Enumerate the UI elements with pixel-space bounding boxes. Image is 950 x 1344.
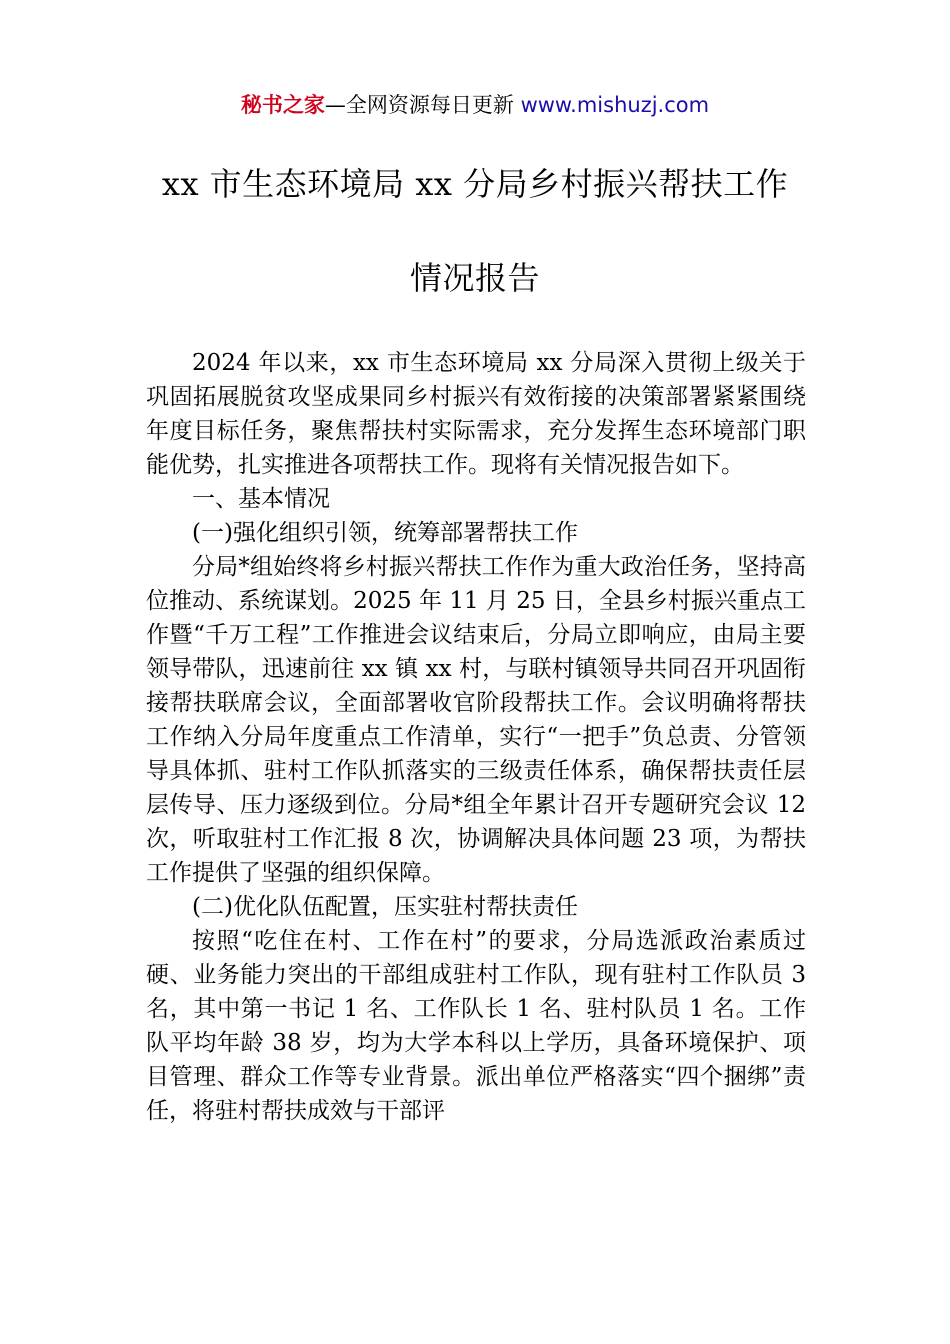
subsection-paragraph-2: 按照“吃住在村、工作在村”的要求，分局选派政治素质过硬、业务能力突出的干部组成驻村工作队，现有驻村工作队员 3 名，其中第一书记 1 名、工作队长 1 名、驻村队员 1 名。工作队平均年龄 38 岁，均为大学本科以上学历，具备环境保护、项目管理、群众工作等专业背景。派出单位严格落实“四个捆绑”责任，将驻村帮扶成效与干部评 xyxy=(146,928,806,1124)
site-tagline: —全网资源每日更新 xyxy=(324,93,521,117)
site-url-link[interactable]: www.mishuzj.com xyxy=(520,93,710,117)
title-line-2: 情况报告 xyxy=(409,259,540,297)
subsection-heading-1: (一)强化组织引领，统筹部署帮扶工作 xyxy=(192,520,578,546)
document-title xyxy=(100,160,850,348)
brand-name: 秘书之家 xyxy=(240,93,325,117)
section-heading-basic: 一、基本情况 xyxy=(192,486,330,512)
intro-paragraph: 2024 年以来，xx 市生态环境局 xx 分局深入贯彻上级关于巩固拓展脱贫攻坚成果同乡村振兴有效衔接的决策部署紧紧围绕年度目标任务，聚焦帮扶村实际需求，充分发挥生态环境部门职能优势，扎实推进各项帮扶工作。现将有关情况报告如下。 xyxy=(146,350,806,478)
site-header xyxy=(0,88,950,122)
subsection-paragraph-1: 分局*组始终将乡村振兴帮扶工作作为重大政治任务，坚持高位推动、系统谋划。2025 年 11 月 25 日，全县乡村振兴重点工作暨“千万工程”工作推进会议结束后，分局立即响应，由局主要领导带队，迅速前往 xx 镇 xx 村，与联村镇领导共同召开巩固衔接帮扶联席会议，全面部署收官阶段帮扶工作。会议明确将帮扶工作纳入分局年度重点工作清单，实行“一把手”负总责、分管领导具体抓、驻村工作队抓落实的三级责任体系，确保帮扶责任层层传导、压力逐级到位。分局*组全年累计召开专题研究会议 12 次，听取驻村工作汇报 8 次，协调解决具体问题 23 项，为帮扶工作提供了坚强的组织保障。 xyxy=(146,554,806,886)
subsection-heading-2: (二)优化队伍配置，压实驻村帮扶责任 xyxy=(192,894,578,920)
document-body xyxy=(146,346,806,1128)
title-line-1: xx 市生态环境局 xx 分局乡村振兴帮扶工作 xyxy=(161,165,789,203)
